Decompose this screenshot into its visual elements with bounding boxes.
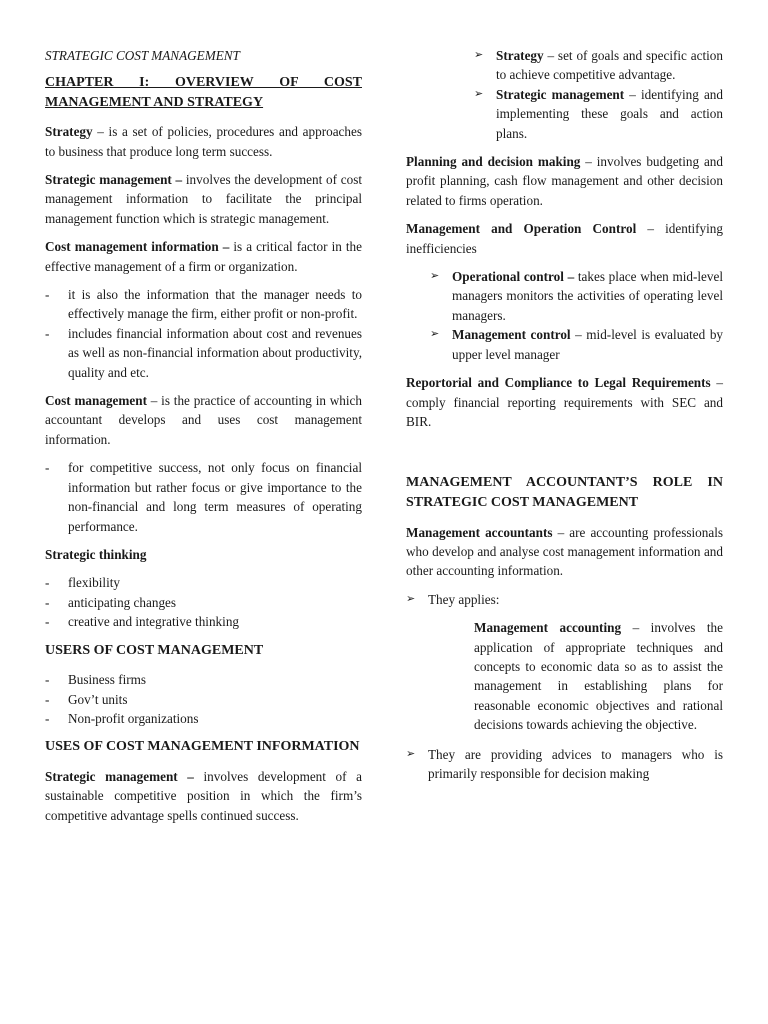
users-heading: USERS OF COST MANAGEMENT [45, 642, 264, 658]
term: Strategy [45, 124, 93, 140]
list-item: ➢ Management control – mid-level is evaluated by upper level manager [430, 327, 724, 362]
list-item: - it is also the information that the manager needs to effectively manage the firm, either profit or non-profit. [45, 287, 362, 322]
management-accounting-definition [474, 618, 723, 734]
management-accountants-definition [406, 523, 723, 581]
term: Cost management [45, 393, 147, 409]
cost-management-information-definition [45, 237, 362, 276]
strategic-thinking-list [45, 573, 362, 631]
planning-definition [406, 152, 723, 210]
definition: involves the development of cost management information to facilitate the principal management function which is strategic management. [45, 172, 362, 226]
list-item: - for competitive success, not only focus on financial information but rather focus or give importance to the non-financial and long term measures of operating performance. [45, 460, 362, 534]
list-item: - anticipating changes [45, 594, 177, 610]
definition: – is the practice of accounting in which accountant develops and uses cost management information. [45, 393, 362, 447]
list-item: - Business firms [45, 672, 147, 688]
term: Cost management information – [45, 239, 230, 255]
definition: is a critical factor in the effective management of a firm or organization. [45, 239, 362, 274]
document-title: STRATEGIC COST MANAGEMENT [45, 48, 240, 63]
definition: – involves budgeting and profit planning, cash flow management and other decision related to firms operation. [406, 154, 723, 208]
list-item: ➢ Strategy – set of goals and specific action to achieve competitive advantage. [474, 48, 723, 83]
term: Management accounting [474, 620, 622, 636]
strategic-thinking-label: Strategic thinking [45, 546, 147, 562]
definition: involves development of a sustainable competitive position in which the firm’s competitive advantage spells continued success. [45, 768, 363, 823]
arrow-bullet-icon: ➢ [430, 270, 440, 283]
list-item: - includes financial information about cost and revenues as well as non-financial information about productivity, quality and etc. [45, 325, 362, 380]
definition: – comply financial reporting requirements with SEC and BIR. [406, 375, 723, 429]
arrow-bullet-icon: ➢ [406, 747, 416, 760]
cmi-list [45, 285, 362, 382]
users-list [45, 670, 362, 728]
applies-list [406, 590, 723, 609]
list-item: - flexibility [45, 575, 121, 591]
reportorial-definition [406, 373, 723, 431]
term: Strategic management – [45, 172, 183, 187]
definition: – is a set of policies, procedures and approaches to business that produce long term success. [45, 124, 362, 159]
definition: – involves the application of appropriate techniques and concepts to economic data so as to assist the management in establishing plans for reasonable economic objectives and rational decisions towards achieving the objective. [474, 620, 723, 733]
strategy-definition [45, 122, 362, 161]
strategic-management-definition [45, 170, 362, 228]
term: Reportorial and Compliance to Legal Requirements [406, 375, 711, 391]
term: Planning and decision making [406, 154, 581, 170]
list-item: - Gov’t units [45, 691, 128, 707]
control-list [430, 267, 723, 364]
list-item: - Non-profit organizations [45, 710, 199, 726]
arrow-bullet-icon: ➢ [406, 592, 416, 605]
list-item: - creative and integrative thinking [45, 614, 240, 630]
list-item: ➢ Operational control – takes place when mid-level managers monitors the activities of operating level managers. [430, 269, 724, 323]
uses-heading: USES OF COST MANAGEMENT INFORMATION [45, 739, 360, 755]
advices-list [406, 745, 723, 784]
cost-management-definition [45, 391, 362, 449]
list-item: ➢ They applies: [406, 590, 723, 609]
uses-strategic-management-definition [45, 767, 362, 825]
arrow-bullet-icon: ➢ [474, 49, 484, 61]
term: Management accountants [406, 524, 553, 540]
management-operation-control-definition [406, 219, 723, 258]
term: Management and Operation Control [406, 221, 637, 237]
definition: – are accounting professionals who develop and analyse cost management information and other accounting information. [406, 524, 723, 579]
term: Strategic management – [45, 768, 194, 784]
cost-management-list [45, 458, 362, 536]
arrow-bullet-icon: ➢ [430, 328, 440, 341]
chapter-title: CHAPTER I: OVERVIEW OF COST MANAGEMENT AND STRATEGY [45, 75, 362, 110]
list-item: ➢ Strategic management – identifying and implementing these goals and action plans. [474, 86, 723, 141]
definition: – identifying inefficiencies [406, 221, 723, 256]
list-item: ➢ They are providing advices to managers who is primarily responsible for decision making [406, 746, 723, 781]
left-column [45, 46, 362, 834]
strategy-goals-list [474, 46, 723, 143]
role-heading: MANAGEMENT ACCOUNTANT’S ROLE IN STRATEGIC COST MANAGEMENT [406, 475, 723, 510]
arrow-bullet-icon: ➢ [474, 87, 484, 100]
right-column [406, 46, 723, 792]
